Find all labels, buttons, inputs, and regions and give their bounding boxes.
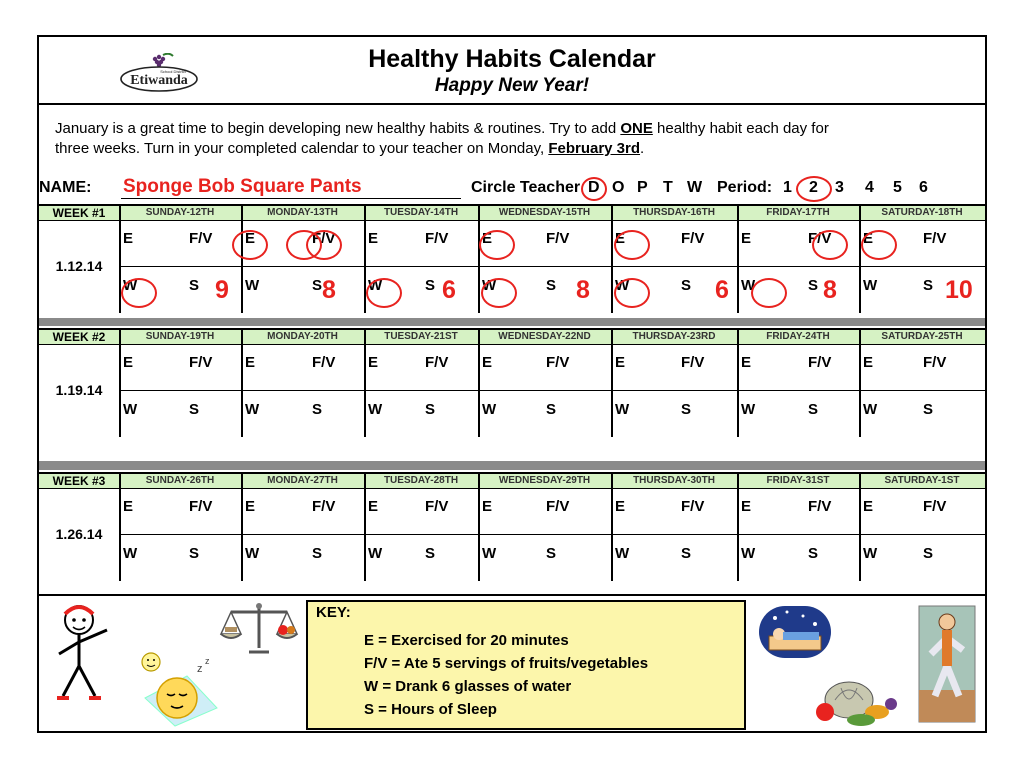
habit-cell-e[interactable]: E [245, 354, 256, 371]
habit-cell-s[interactable]: S [923, 277, 934, 294]
habit-cell-e[interactable]: E [368, 230, 379, 247]
day-header: SATURDAY-1ST [884, 475, 960, 486]
habit-cell-w[interactable]: W [245, 545, 260, 562]
habit-cell-fv[interactable]: F/V [923, 498, 947, 515]
grid-line [241, 328, 243, 437]
day-header: THURSDAY-16TH [633, 207, 715, 218]
habit-cell-fv[interactable]: F/V [189, 354, 213, 371]
habit-cell-fv[interactable]: F/V [546, 498, 570, 515]
grid-line [119, 204, 121, 313]
habit-cell-w[interactable]: W [482, 277, 497, 294]
habit-cell-fv[interactable]: F/V [425, 498, 449, 515]
grid-line [478, 328, 480, 437]
day-header: THURSDAY-30TH [633, 475, 715, 486]
teacher-label: Circle Teacher [471, 179, 581, 196]
sleep-hours-entry: 8 [322, 276, 336, 304]
habit-cell-w[interactable]: W [863, 545, 878, 562]
teacher-d[interactable]: D [588, 179, 600, 196]
habit-cell-fv[interactable]: F/V [681, 354, 705, 371]
habit-cell-e[interactable]: E [741, 230, 752, 247]
habit-cell-fv[interactable]: F/V [189, 498, 213, 515]
habit-circle-mark [306, 230, 342, 260]
habit-cell-w[interactable]: W [615, 277, 630, 294]
exercising-person-icon [49, 600, 129, 710]
grid-line [737, 204, 739, 313]
habit-cell-fv[interactable]: F/V [312, 230, 336, 247]
habit-cell-e[interactable]: E [123, 354, 134, 371]
habit-cell-s[interactable]: S [546, 277, 557, 294]
teacher-p[interactable]: P [637, 179, 648, 196]
habit-cell-w[interactable]: W [245, 277, 260, 294]
key-line-water: W = Drank 6 glasses of water [364, 678, 572, 695]
habit-circle-mark [232, 230, 268, 260]
week-label: WEEK #1 [52, 206, 106, 220]
day-header: SATURDAY-25TH [881, 331, 963, 342]
day-header: MONDAY-27TH [267, 475, 338, 486]
habit-cell-s[interactable]: S [546, 401, 557, 418]
day-header: TUESDAY-14TH [383, 207, 459, 218]
grid-line [364, 204, 366, 313]
habit-cell-s[interactable]: S [681, 277, 692, 294]
fruits-vegetables-icon [805, 666, 905, 730]
healthy-habits-calendar [37, 35, 987, 733]
habit-cell-e[interactable]: E [368, 498, 379, 515]
teacher-o[interactable]: O [612, 179, 625, 196]
week-2 [39, 328, 985, 437]
day-header: MONDAY-13TH [267, 207, 338, 218]
habit-cell-e[interactable]: E [245, 498, 256, 515]
grid-line [364, 472, 366, 581]
habit-circle-mark [614, 230, 650, 260]
habit-cell-w[interactable]: W [368, 277, 383, 294]
habit-cell-w[interactable]: W [615, 545, 630, 562]
period-4[interactable]: 4 [865, 179, 874, 196]
habit-circle-mark [479, 230, 515, 260]
day-header: WEDNESDAY-22ND [498, 331, 591, 342]
habit-cell-e[interactable]: E [615, 230, 626, 247]
habit-cell-w[interactable]: W [482, 401, 497, 418]
habit-cell-s[interactable]: S [681, 545, 692, 562]
week-3 [39, 472, 985, 581]
grid-line [119, 390, 985, 391]
key-line-sleep: S = Hours of Sleep [364, 701, 497, 718]
grid-line [985, 204, 987, 313]
key-title: KEY: [316, 604, 351, 621]
habit-cell-s[interactable]: S [425, 545, 436, 562]
habit-cell-e[interactable]: E [615, 354, 626, 371]
habit-cell-e[interactable]: E [482, 498, 493, 515]
habit-cell-w[interactable]: W [368, 401, 383, 418]
teacher-selection-circle [581, 177, 607, 201]
grid-line [611, 472, 613, 581]
habit-cell-fv[interactable]: F/V [681, 230, 705, 247]
habit-cell-fv[interactable]: F/V [681, 498, 705, 515]
habit-cell-fv[interactable]: F/V [189, 230, 213, 247]
grid-line [985, 328, 987, 437]
habit-cell-e[interactable]: E [245, 230, 256, 247]
habit-cell-e[interactable]: E [368, 354, 379, 371]
day-header: WEDNESDAY-15TH [498, 207, 591, 218]
period-1[interactable]: 1 [783, 179, 792, 196]
svg-text:z: z [197, 663, 203, 675]
habit-cell-fv[interactable]: F/V [923, 230, 947, 247]
sleep-hours-entry: 6 [442, 276, 456, 304]
jogging-man-icon [917, 604, 977, 724]
habit-cell-s[interactable]: S [312, 545, 323, 562]
grid-line [119, 328, 121, 437]
student-name: Sponge Bob Square Pants [123, 176, 362, 197]
period-selection-circle [796, 176, 832, 202]
habit-cell-s[interactable]: S [546, 545, 557, 562]
day-header: TUESDAY-21ST [384, 331, 458, 342]
habit-cell-s[interactable]: S [808, 545, 819, 562]
habit-cell-w[interactable]: W [615, 401, 630, 418]
habit-cell-fv[interactable]: F/V [546, 230, 570, 247]
day-header: SUNDAY-26TH [145, 475, 215, 486]
habit-cell-e[interactable]: E [482, 230, 493, 247]
habit-cell-e[interactable]: E [863, 230, 874, 247]
habit-cell-w[interactable]: W [123, 277, 138, 294]
habit-cell-s[interactable]: S [923, 401, 934, 418]
habit-cell-fv[interactable]: F/V [546, 354, 570, 371]
sleeping-face-icon [135, 648, 225, 728]
day-header: FRIDAY-31ST [766, 475, 830, 486]
name-label: NAME: [39, 179, 92, 196]
page-title: Healthy Habits Calendar [368, 45, 656, 73]
period-2[interactable]: 2 [809, 179, 818, 196]
grid-line [119, 266, 985, 267]
habit-cell-s[interactable]: S [189, 277, 200, 294]
habit-cell-e[interactable]: E [123, 498, 134, 515]
day-header: SATURDAY-18TH [881, 207, 963, 218]
habit-cell-w[interactable]: W [741, 545, 756, 562]
period-5[interactable]: 5 [893, 179, 902, 196]
teacher-t[interactable]: T [663, 179, 673, 196]
day-header: TUESDAY-28TH [383, 475, 459, 486]
page-subtitle: Happy New Year! [434, 75, 590, 96]
day-header: SUNDAY-19TH [145, 331, 215, 342]
habit-cell-e[interactable]: E [123, 230, 134, 247]
sleep-hours-entry: 10 [945, 276, 973, 304]
day-header: FRIDAY-24TH [766, 331, 830, 342]
habit-cell-s[interactable]: S [425, 401, 436, 418]
habit-cell-e[interactable]: E [863, 354, 874, 371]
key-line-exercise: E = Exercised for 20 minutes [364, 632, 569, 649]
day-header: MONDAY-20TH [267, 331, 338, 342]
habit-cell-s[interactable]: S [312, 277, 323, 294]
week-start-date: 1.12.14 [55, 258, 103, 274]
calendar-header [39, 37, 985, 105]
footer-section [39, 594, 985, 733]
habit-cell-e[interactable]: E [615, 498, 626, 515]
sleep-hours-entry: 8 [576, 276, 590, 304]
habit-cell-w[interactable]: W [863, 277, 878, 294]
habit-circle-mark [121, 278, 157, 308]
svg-text:School District: School District [160, 69, 186, 74]
habit-circle-mark [861, 230, 897, 260]
period-6[interactable]: 6 [919, 179, 928, 196]
habit-cell-fv[interactable]: F/V [808, 230, 832, 247]
svg-text:z: z [205, 656, 210, 666]
grid-line [859, 472, 861, 581]
habit-cell-w[interactable]: W [123, 545, 138, 562]
habit-cell-s[interactable]: S [681, 401, 692, 418]
week-separator [39, 318, 985, 326]
habit-cell-fv[interactable]: F/V [425, 230, 449, 247]
sleeping-child-bed-icon [757, 604, 833, 660]
grid-line [611, 328, 613, 437]
week-start-date: 1.19.14 [55, 382, 103, 398]
grid-line [859, 204, 861, 313]
habit-circle-mark [481, 278, 517, 308]
habit-cell-e[interactable]: E [863, 498, 874, 515]
grid-line [737, 472, 739, 581]
grid-line [985, 472, 987, 581]
week-separator [39, 461, 985, 470]
day-header: FRIDAY-17TH [766, 207, 830, 218]
habit-cell-s[interactable]: S [923, 545, 934, 562]
name-row [39, 175, 985, 203]
key-line-fruits-vegetables: F/V = Ate 5 servings of fruits/vegetables [364, 655, 649, 672]
balance-scale-icon [219, 600, 299, 660]
grid-line [241, 472, 243, 581]
sleep-hours-entry: 9 [215, 276, 229, 304]
habit-cell-fv[interactable]: F/V [808, 498, 832, 515]
grid-line [478, 472, 480, 581]
habit-cell-s[interactable]: S [808, 401, 819, 418]
day-header: THURSDAY-23RD [632, 331, 716, 342]
name-underline [121, 198, 461, 199]
day-header: SUNDAY-12TH [145, 207, 215, 218]
habit-cell-w[interactable]: W [482, 545, 497, 562]
grid-line [611, 204, 613, 313]
habit-cell-s[interactable]: S [189, 401, 200, 418]
habit-circle-mark [751, 278, 787, 308]
habit-cell-s[interactable]: S [808, 277, 819, 294]
habit-cell-fv[interactable]: F/V [425, 354, 449, 371]
habit-circle-mark [366, 278, 402, 308]
habit-cell-w[interactable]: W [741, 277, 756, 294]
habit-cell-w[interactable]: W [741, 401, 756, 418]
habit-cell-s[interactable]: S [425, 277, 436, 294]
period-label: Period: [717, 179, 773, 196]
habit-cell-w[interactable]: W [245, 401, 260, 418]
habit-cell-fv[interactable]: F/V [808, 354, 832, 371]
teacher-w[interactable]: W [687, 179, 703, 196]
grid-line [737, 328, 739, 437]
week-start-date: 1.26.14 [55, 526, 103, 542]
week-label: WEEK #2 [52, 330, 106, 344]
habit-circle-mark [614, 278, 650, 308]
habit-cell-w[interactable]: W [863, 401, 878, 418]
habit-cell-s[interactable]: S [189, 545, 200, 562]
legend-key [306, 600, 746, 730]
habit-cell-fv[interactable]: F/V [312, 354, 336, 371]
habit-cell-s[interactable]: S [312, 401, 323, 418]
habit-circle-mark [812, 230, 848, 260]
habit-cell-w[interactable]: W [123, 401, 138, 418]
day-header: WEDNESDAY-29TH [498, 475, 591, 486]
habit-cell-e[interactable]: E [741, 498, 752, 515]
grid-line [859, 328, 861, 437]
habit-cell-e[interactable]: E [741, 354, 752, 371]
sleep-hours-entry: 8 [823, 276, 837, 304]
period-3[interactable]: 3 [835, 179, 844, 196]
habit-cell-e[interactable]: E [482, 354, 493, 371]
habit-cell-w[interactable]: W [368, 545, 383, 562]
grid-line [119, 472, 121, 581]
svg-text:Etiwanda: Etiwanda [130, 73, 188, 88]
grid-line [364, 328, 366, 437]
grid-line [119, 534, 985, 535]
grid-line [478, 204, 480, 313]
instructions: January is a great time to begin developing new healthy habits & routines. Try to add ONE healthy habit each day for three weeks. Turn in your completed calendar to your teacher on Monday, February 3rd. [55, 120, 829, 157]
habit-cell-fv[interactable]: F/V [312, 498, 336, 515]
week-label: WEEK #3 [52, 474, 106, 488]
habit-cell-fv[interactable]: F/V [923, 354, 947, 371]
sleep-hours-entry: 6 [715, 276, 729, 304]
